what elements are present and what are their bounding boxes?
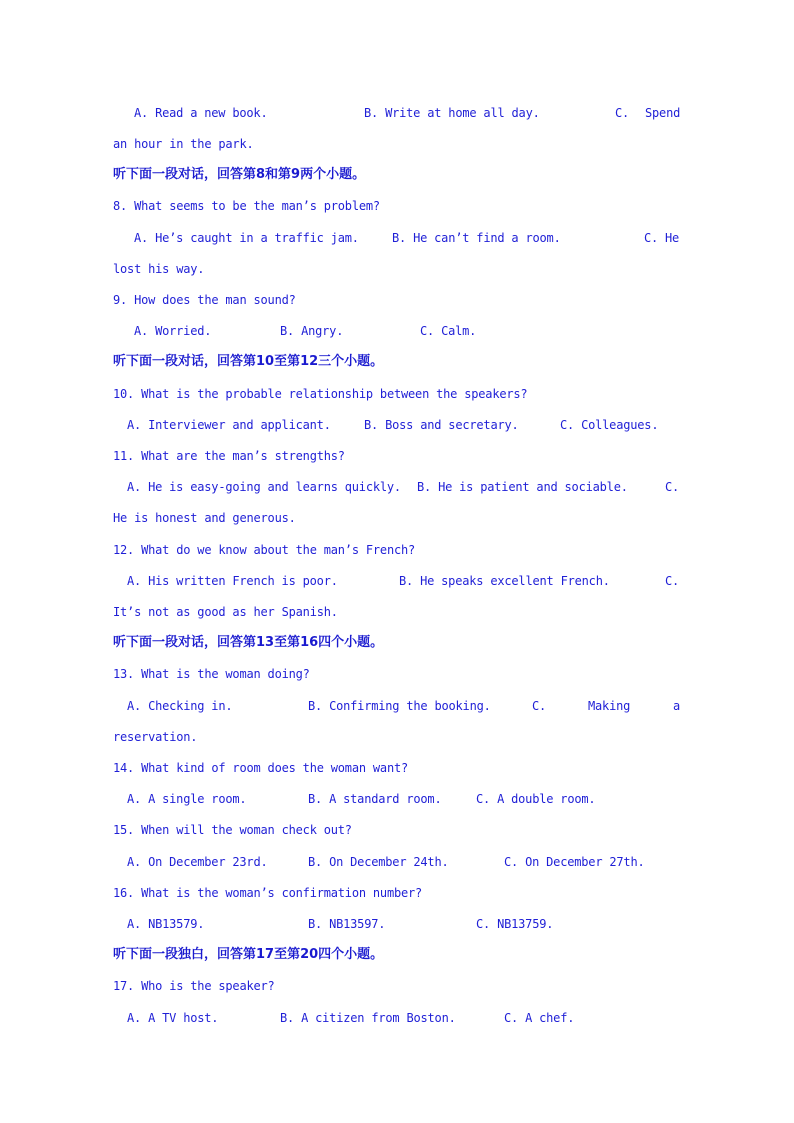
- q17-option-a: A. A TV host.: [127, 1011, 219, 1025]
- q14-options: [113, 789, 681, 809]
- q15-option-c: C. On December 27th.: [504, 855, 645, 869]
- q9-stem: 9. How does the man sound?: [113, 293, 296, 307]
- q7-option-c-text: Spend: [645, 106, 681, 120]
- q8-option-c-text: He: [665, 231, 680, 245]
- q12-option-c-continuation: It’s not as good as her Spanish.: [113, 605, 338, 619]
- q14-option-a: A. A single room.: [127, 792, 247, 806]
- q8-option-b: B. He can’t find a room.: [392, 231, 561, 245]
- q17-options: [113, 1008, 681, 1028]
- q16-stem: 16. What is the woman’s confirmation number?: [113, 886, 423, 900]
- q11-option-c-label: C.: [665, 480, 680, 494]
- q7-option-a: A. Read a new book.: [134, 106, 268, 120]
- section-heading-10-12: 听下面一段对话，回答第10至第12三个小题。: [113, 354, 384, 369]
- q8-stem: 8. What seems to be the man’s problem?: [113, 199, 380, 213]
- q13-option-c-article: a: [673, 699, 681, 713]
- q8-option-c-label: C.: [644, 231, 659, 245]
- q10-option-b: B. Boss and secretary.: [364, 418, 519, 432]
- q11-option-c-continuation: He is honest and generous.: [113, 511, 296, 525]
- q14-stem: 14. What kind of room does the woman want?: [113, 761, 409, 775]
- q9-option-a: A. Worried.: [134, 324, 212, 338]
- q17-stem: 17. Who is the speaker?: [113, 979, 275, 993]
- q13-option-c-word: Making: [588, 699, 631, 713]
- q15-option-a: A. On December 23rd.: [127, 855, 268, 869]
- q7-option-b: B. Write at home all day.: [364, 106, 540, 120]
- q15-options: [113, 852, 681, 872]
- q7-options: [113, 103, 681, 123]
- q12-option-a: A. His written French is poor.: [127, 574, 338, 588]
- q14-option-b: B. A standard room.: [308, 792, 442, 806]
- q11-option-b: B. He is patient and sociable.: [417, 480, 628, 494]
- q13-option-c-continuation: reservation.: [113, 730, 198, 744]
- q16-option-a: A. NB13579.: [127, 917, 205, 931]
- q9-option-c: C. Calm.: [420, 324, 477, 338]
- q9-options: [113, 321, 681, 341]
- section-heading-17-20: 听下面一段独白，回答第17至第20四个小题。: [113, 947, 384, 962]
- q16-option-b: B. NB13597.: [308, 917, 386, 931]
- q8-option-a: A. He’s caught in a traffic jam.: [134, 231, 359, 245]
- q10-stem: 10. What is the probable relationship between the speakers?: [113, 387, 528, 401]
- q15-stem: 15. When will the woman check out?: [113, 823, 352, 837]
- q13-stem: 13. What is the woman doing?: [113, 667, 310, 681]
- q16-options: [113, 914, 681, 934]
- q16-option-c: C. NB13759.: [476, 917, 554, 931]
- q10-option-c: C. Colleagues.: [560, 418, 659, 432]
- q11-stem: 11. What are the man’s strengths?: [113, 449, 345, 463]
- q11-options: [113, 477, 681, 497]
- q12-option-c-label: C.: [665, 574, 680, 588]
- q10-option-a: A. Interviewer and applicant.: [127, 418, 331, 432]
- q13-options: [113, 696, 681, 716]
- q10-options: [113, 415, 681, 435]
- q13-option-b: B. Confirming the booking.: [308, 699, 491, 713]
- q7-option-c-label: C.: [615, 106, 630, 120]
- q14-option-c: C. A double room.: [476, 792, 596, 806]
- q15-option-b: B. On December 24th.: [308, 855, 449, 869]
- q9-option-b: B. Angry.: [280, 324, 344, 338]
- q13-option-a: A. Checking in.: [127, 699, 233, 713]
- q12-options: [113, 571, 681, 591]
- q12-stem: 12. What do we know about the man’s French?: [113, 543, 416, 557]
- q17-option-b: B. A citizen from Boston.: [280, 1011, 456, 1025]
- q17-option-c: C. A chef.: [504, 1011, 575, 1025]
- q12-option-b: B. He speaks excellent French.: [399, 574, 610, 588]
- q7-option-c-continuation: an hour in the park.: [113, 137, 254, 151]
- section-heading-13-16: 听下面一段对话，回答第13至第16四个小题。: [113, 635, 384, 650]
- q11-option-a: A. He is easy-going and learns quickly.: [127, 480, 401, 494]
- q8-options: [113, 228, 681, 248]
- section-heading-8-9: 听下面一段对话，回答第8和第9两个小题。: [113, 167, 366, 182]
- q8-option-c-continuation: lost his way.: [113, 262, 205, 276]
- q13-option-c-label: C.: [532, 699, 547, 713]
